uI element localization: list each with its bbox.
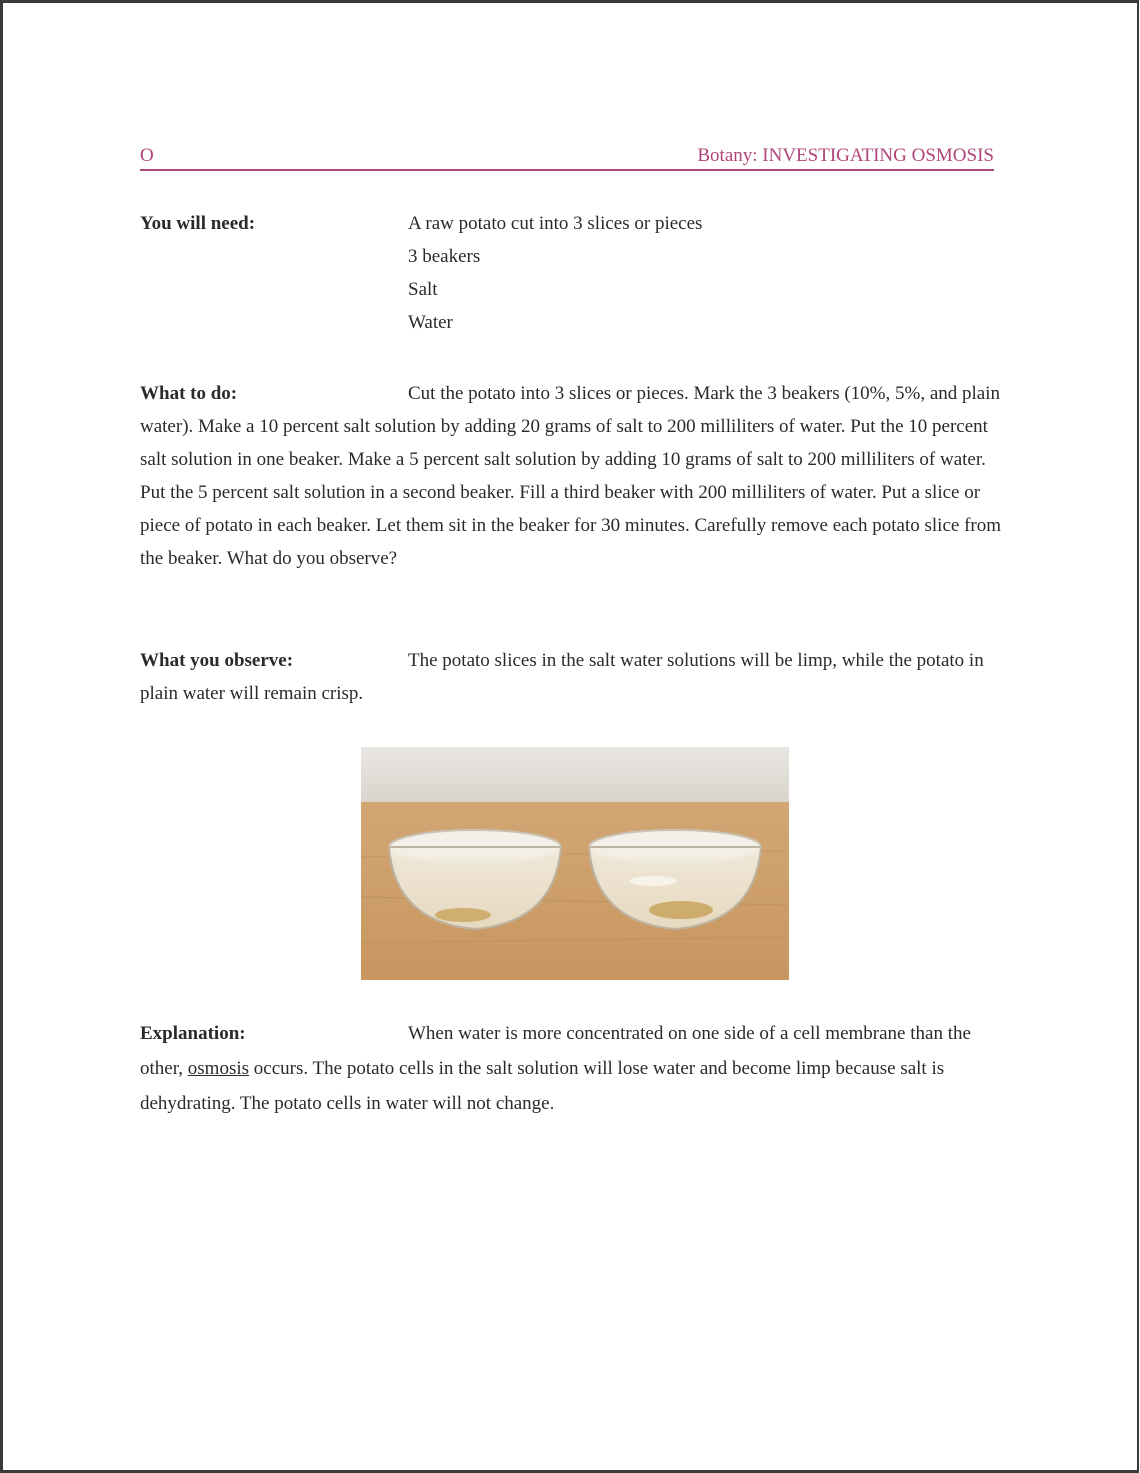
procedure-label: What to do:: [140, 383, 238, 404]
header-left-text: O: [140, 145, 154, 166]
list-item: 3 beakers: [408, 246, 481, 267]
explanation-label: Explanation:: [140, 1023, 246, 1044]
list-item: A raw potato cut into 3 slices or pieces: [408, 213, 703, 234]
procedure-text: Cut the potato into 3 slices or pieces. Mark the 3 beakers (10%, 5%, and plain water). Make a 10 percent salt solution by adding 20 grams of salt to 200 milliliters of water. Put the 10 percent salt solution in one beaker. Make a 5 percent salt solution by adding 10 grams of salt to 200 milliliters of water. Put the 5 percent salt solution in a second beaker. Fill a third beaker with 200 milliliters of water. Put a slice or piece of potato in each beaker. Let them sit in the beaker for 30 minutes. Carefully remove each potato slice from the beaker. What do you observe?: [140, 383, 1002, 569]
explanation-text-end: occurs. The potato cells in the salt solution will lose water and become limp because salt is dehydrating. The potato cells in water will not change.: [140, 1058, 945, 1114]
observation-text: The potato slices in the salt water solutions will be limp, while the potato in plain water will remain crisp.: [140, 650, 984, 704]
explanation-section: [140, 1016, 1002, 1121]
procedure-section: [140, 377, 1002, 575]
list-item: Salt: [408, 279, 438, 300]
header-title: Botany: INVESTIGATING OSMOSIS: [697, 145, 994, 166]
materials-label: You will need:: [140, 213, 256, 234]
observation-section: [140, 644, 1002, 710]
explanation-text-start: When water is more concentrated on one side of a cell membrane than the other,: [140, 1023, 971, 1079]
osmosis-keyword: osmosis: [187, 1058, 250, 1079]
list-item: Water: [408, 312, 453, 333]
page-header: [140, 145, 994, 171]
materials-list: [408, 207, 702, 339]
observation-label: What you observe:: [140, 650, 294, 671]
potato-bowls-photo: [361, 747, 789, 980]
photo-illustration: [361, 747, 789, 980]
